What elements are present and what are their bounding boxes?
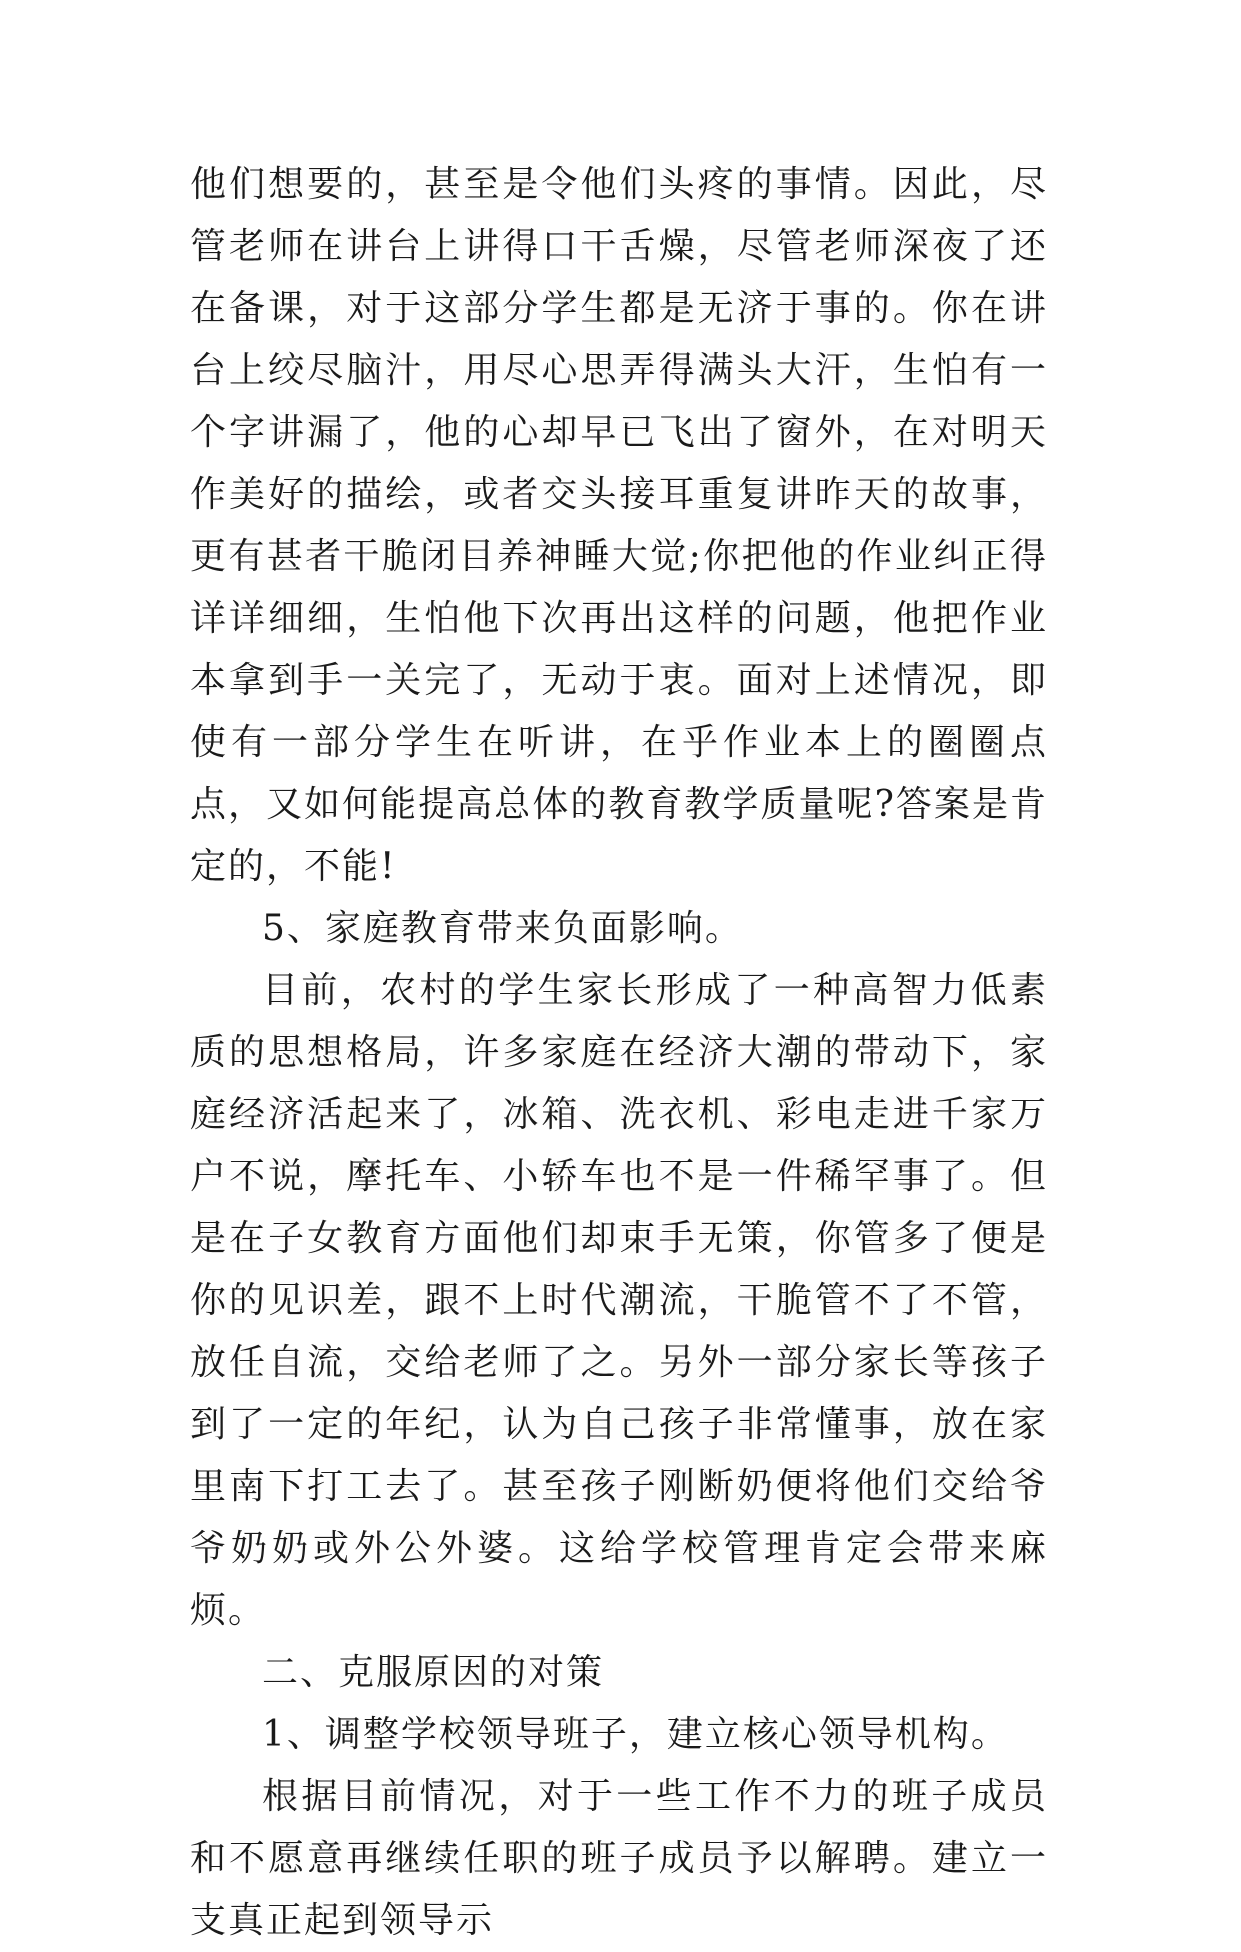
section-heading-countermeasures: 二、克服原因的对策: [262, 1652, 605, 1693]
paragraph-heading-leadership: 1、调整学校领导班子，建立核心领导机构。: [262, 1714, 1009, 1755]
paragraph-leadership: 根据目前情况，对于一些工作不力的班子成员和不愿意再继续任职的班子成员予以解聘。建立一支真正起到领导示: [190, 1776, 1048, 1941]
paragraph-continuation: 他们想要的，甚至是令他们头疼的事情。因此，尽管老师在讲台上讲得口干舌燥，尽管老师深夜了还在备课，对于这部分学生都是无济于事的。你在讲台上绞尽脑汁，用尽心思弄得满头大汗，生怕有一个字讲漏了，他的心却早已飞出了窗外，在对明天作美好的描绘，或者交头接耳重复讲昨天的故事，更有甚者干脆闭目养神睡大觉;你把他的作业纠正得详详细细，生怕他下次再出这样的问题，他把作业本拿到手一关完了，无动于衷。面对上述情况，即使有一部分学生在听讲，在乎作业本上的圈圈点点，又如何能提高总体的教育教学质量呢?答案是肯定的，不能!: [190, 164, 1048, 887]
document-page: [190, 154, 1048, 1952]
paragraph-family-education: 目前，农村的学生家长形成了一种高智力低素质的思想格局，许多家庭在经济大潮的带动下，家庭经济活起来了，冰箱、洗衣机、彩电走进千家万户不说，摩托车、小轿车也不是一件稀罕事了。但是在子女教育方面他们却束手无策，你管多了便是你的见识差，跟不上时代潮流，干脆管不了不管，放任自流，交给老师了之。另外一部分家长等孩子到了一定的年纪，认为自己孩子非常懂事，放在家里南下打工去了。甚至孩子刚断奶便将他们交给爷爷奶奶或外公外婆。这给学校管理肯定会带来麻烦。: [190, 970, 1048, 1631]
paragraph-heading-family-education: 5、家庭教育带来负面影响。: [262, 908, 743, 949]
